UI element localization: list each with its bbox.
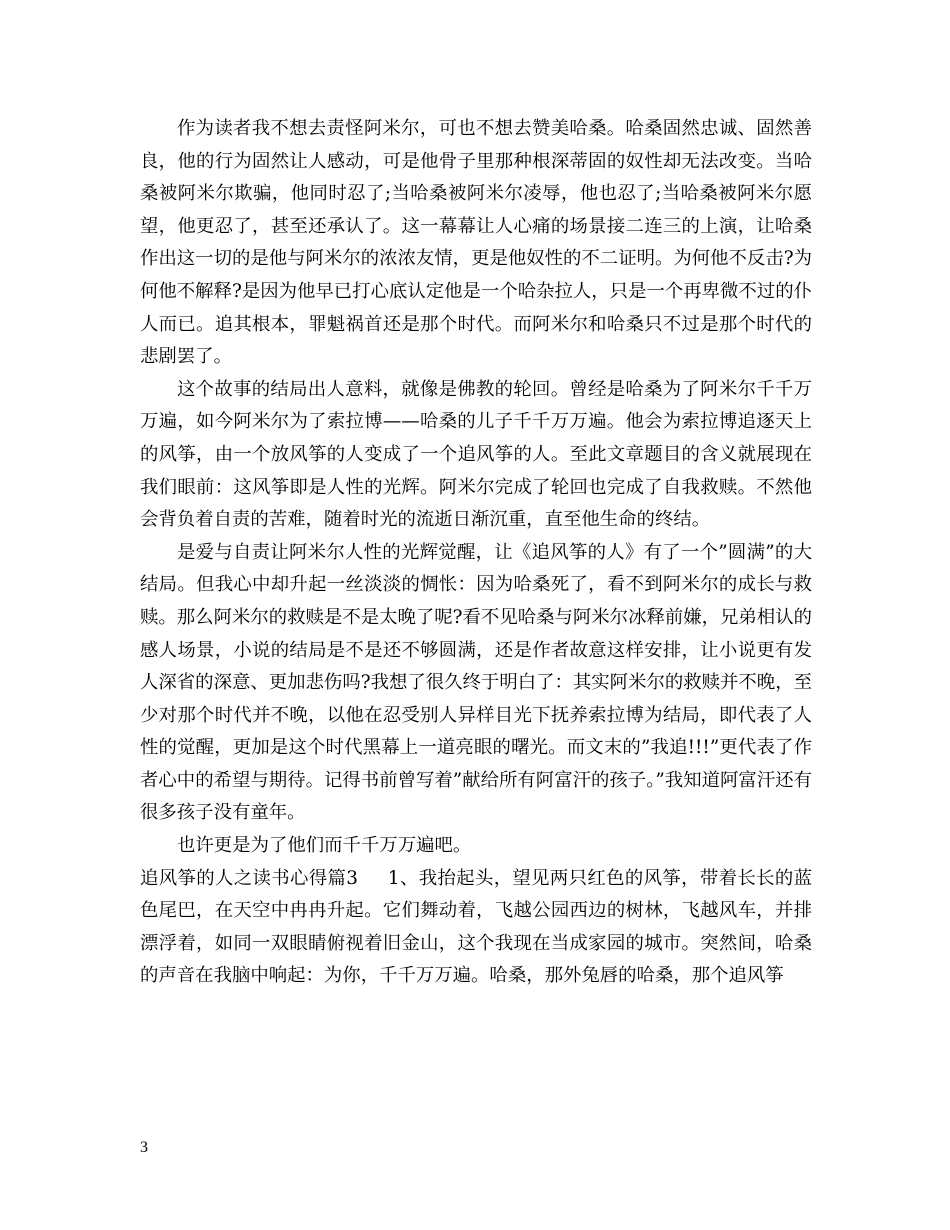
page-number: 3 (140, 1139, 148, 1156)
paragraph-2: 这个故事的结局出人意料，就像是佛教的轮回。曾经是哈桑为了阿米尔千千万万遍，如今阿米尔为了索拉博——哈桑的儿子千千万万遍。他会为索拉博追逐天上的风筝，由一个放风筝的人变成了一个追风筝的人。至此文章题目的含义就展现在我们眼前：这风筝即是人性的光辉。阿米尔完成了轮回也完成了自我救赎。不然他会背负着自责的苦难，随着时光的流逝日渐沉重，直至他生命的终结。 (140, 378, 812, 531)
paragraph-3: 是爱与自责让阿米尔人性的光辉觉醒，让《追风筝的人》有了一个”圆满”的大结局。但我心中却升起一丝淡淡的惆怅：因为哈桑死了，看不到阿米尔的成长与救赎。那么阿米尔的救赎是不是太晚了呢?看不见哈桑与阿米尔冰释前嫌，兄弟相认的感人场景，小说的结局是不是还不够圆满，还是作者故意这样安排，让小说更有发人深省的深意、更加悲伤吗?我想了很久终于明白了：其实阿米尔的救赎并不晚，至少对那个时代并不晚，以他在忍受别人异样目光下抚养索拉博为结局，即代表了人性的觉醒，更加是这个时代黑幕上一道亮眼的曙光。而文末的”我追!!!”更代表了作者心中的希望与期待。记得书前曾写着”献给所有阿富汗的孩子。”我知道阿富汗还有很多孩子没有童年。 (140, 541, 812, 824)
section-text: 1、我抬起头，望见两只红色的风筝，带着长长的蓝色尾巴，在天空中冉冉升起。它们舞动着，飞越公园西边的树林，飞越风车，并排漂浮着，如同一双眼睛俯视着旧金山，这个我现在当成家园的城市。突然间，哈桑的声音在我脑中响起：为你，千千万万遍。哈桑，那外兔唇的哈桑，那个追风筝 (140, 867, 813, 987)
paragraph-4: 也许更是为了他们而千千万万遍吧。 (177, 835, 472, 857)
section-paragraph (140, 863, 812, 993)
document-body (140, 113, 812, 993)
paragraph-1: 作为读者我不想去责怪阿米尔，可也不想去赞美哈桑。哈桑固然忠诚、固然善良，他的行为固然让人感动，可是他骨子里那种根深蒂固的奴性却无法改变。当哈桑被阿米尔欺骗，他同时忍了;当哈桑被阿米尔凌辱，他也忍了;当哈桑被阿米尔愿望，他更忍了，甚至还承认了。这一幕幕让人心痛的场景接二连三的上演，让哈桑作出这一切的是他与阿米尔的浓浓友情，更是他奴性的不二证明。为何他不反击?为何他不解释?是因为他早已打心底认定他是一个哈杂拉人，只是一个再卑微不过的仆人而已。追其根本，罪魁祸首还是那个时代。而阿米尔和哈桑只不过是那个时代的悲剧罢了。 (140, 118, 812, 368)
section-title: 追风筝的人之读书心得篇3 (140, 867, 358, 889)
